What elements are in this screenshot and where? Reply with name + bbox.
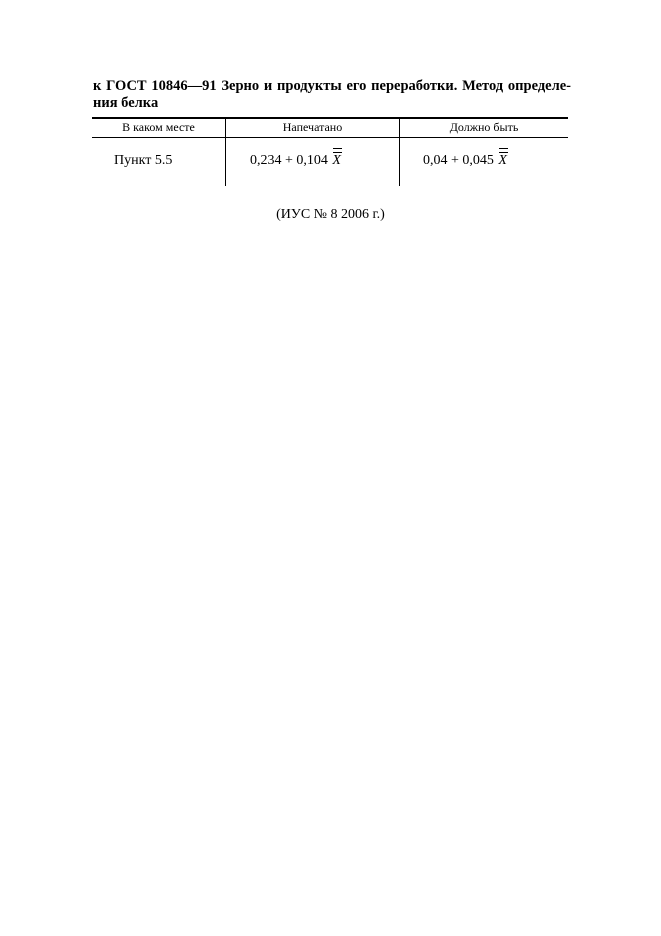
cell-correct-formula <box>423 152 508 170</box>
variable-symbol: X <box>498 153 507 168</box>
column-header-location: В каком месте <box>122 120 195 134</box>
correction-table <box>92 117 568 186</box>
double-bar-x-variable <box>497 152 508 170</box>
column-header-should-be: Должно быть <box>449 120 519 134</box>
table-header-rule <box>92 137 568 138</box>
double-bar-x-variable <box>331 152 342 170</box>
source-note: (ИУС № 8 2006 г.) <box>276 207 385 222</box>
amendment-heading: к ГОСТ 10846—91 Зерно и продукты его переработки. Метод определе-ния белка <box>93 78 571 111</box>
table-top-rule <box>92 117 568 119</box>
correct-formula-prefix: 0,04 + 0,045 <box>423 153 498 168</box>
double-overline-mark <box>333 148 342 153</box>
double-overline-mark <box>499 148 508 153</box>
variable-symbol: X <box>332 153 341 168</box>
printed-formula-prefix: 0,234 + 0,104 <box>250 153 332 168</box>
cell-location: Пункт 5.5 <box>114 153 173 168</box>
column-header-printed: Напечатано <box>282 120 343 134</box>
cell-printed-formula <box>250 152 342 170</box>
